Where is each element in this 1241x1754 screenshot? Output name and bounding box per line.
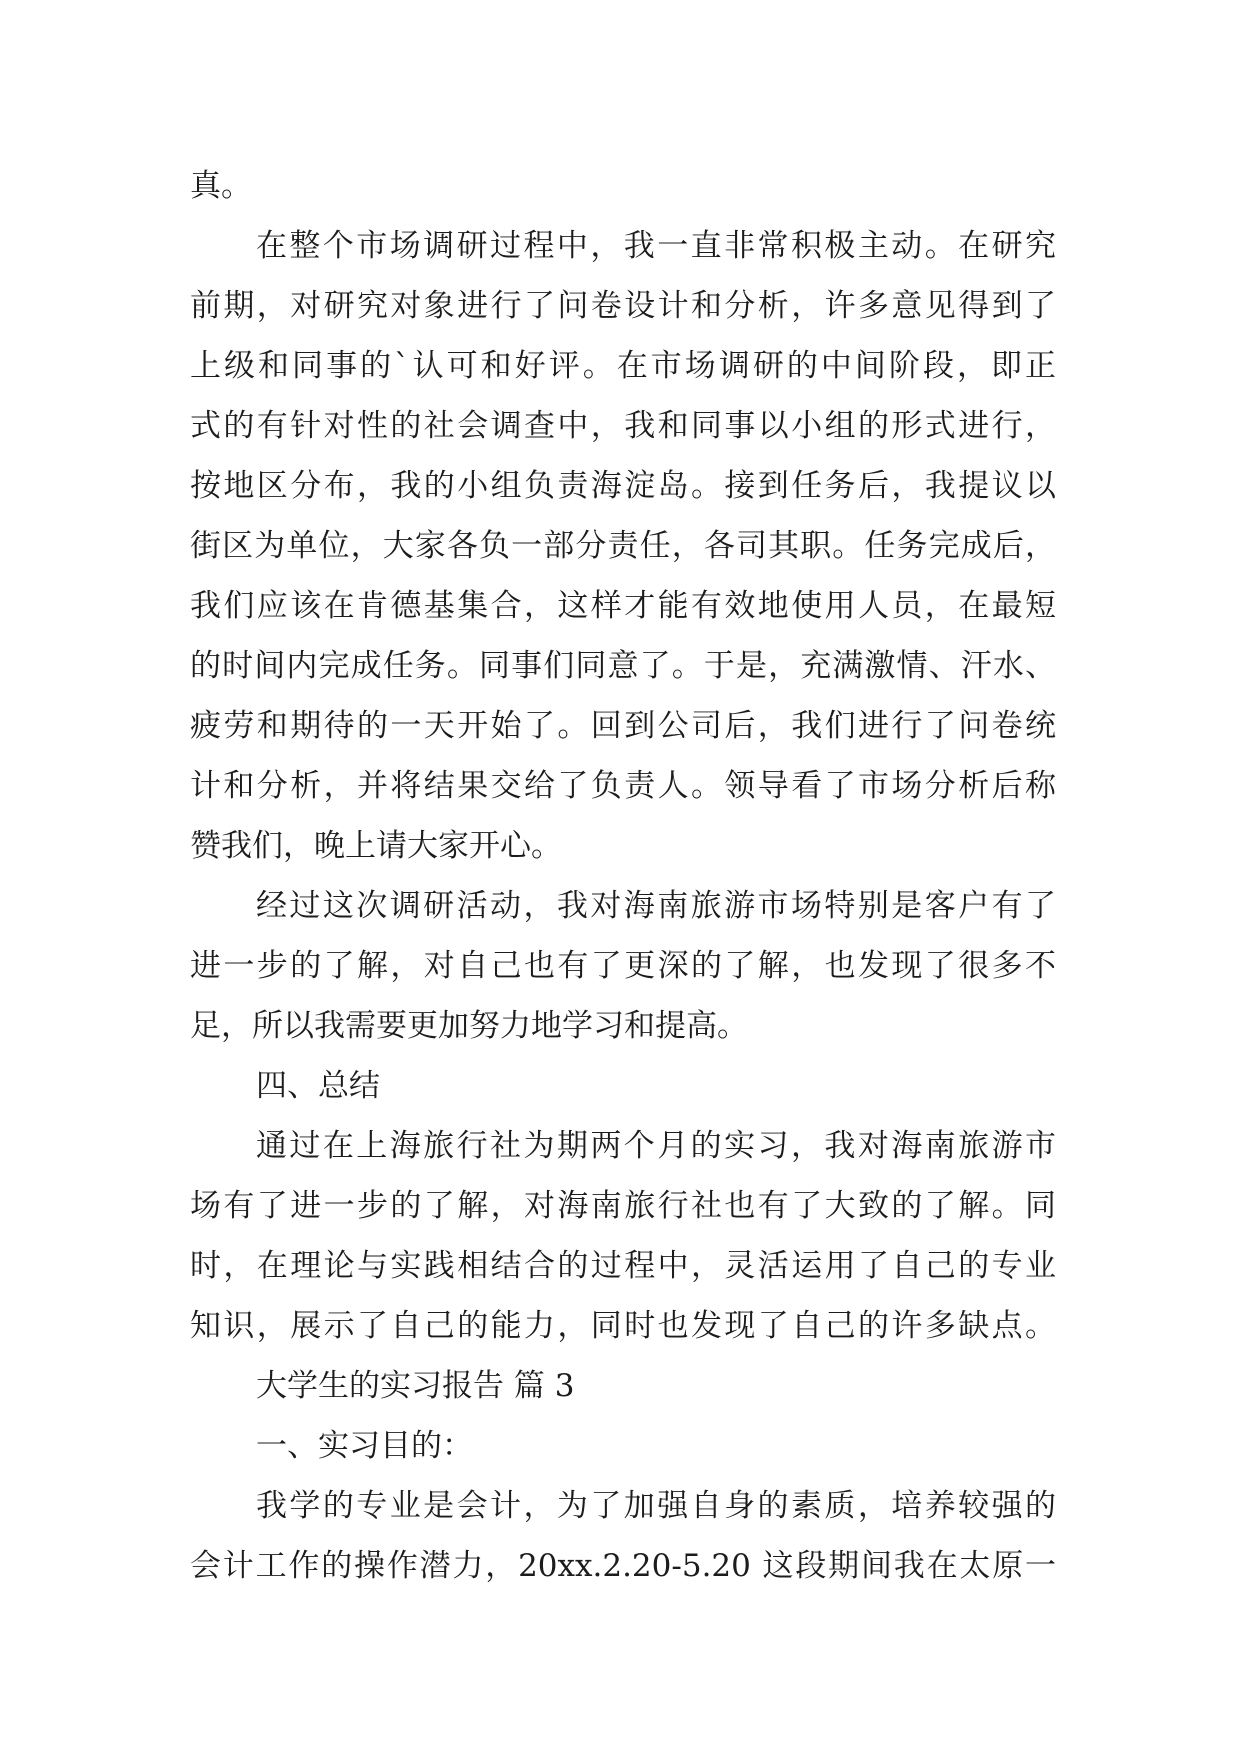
paragraph xyxy=(190,216,1056,876)
section-heading-text: 一、实习目的： xyxy=(256,1428,473,1464)
text-line: 场有了进一步的了解，对海南旅行社也有了大致的了解。同 xyxy=(190,1188,1056,1224)
text-line: 经过这次调研活动，我对海南旅游市场特别是客户有了 xyxy=(256,888,1056,924)
text-line: 疲劳和期待的一天开始了。回到公司后，我们进行了问卷统 xyxy=(190,708,1056,744)
text-line: 按地区分布，我的小组负责海淀岛。接到任务后，我提议以 xyxy=(190,468,1056,504)
text-line: 赞我们，晚上请大家开心。 xyxy=(190,828,562,864)
text-line: 前期，对研究对象进行了问卷设计和分析，许多意见得到了 xyxy=(190,288,1056,324)
paragraph xyxy=(190,1116,1056,1356)
text-line: 街区为单位，大家各负一部分责任，各司其职。任务完成后， xyxy=(190,528,1056,564)
text-line: 知识，展示了自己的能力，同时也发现了自己的许多缺点。 xyxy=(190,1308,1056,1344)
article-title-text: 大学生的实习报告 篇 3 xyxy=(256,1368,575,1404)
document-body xyxy=(190,156,1056,1596)
paragraph xyxy=(190,156,1056,216)
text-line: 真。 xyxy=(190,168,252,204)
section-heading xyxy=(190,1416,1056,1476)
text-line: 上级和同事的`认可和好评。在市场调研的中间阶段，即正 xyxy=(190,348,1056,384)
text-line: 时，在理论与实践相结合的过程中，灵活运用了自己的专业 xyxy=(190,1248,1056,1284)
paragraph xyxy=(190,876,1056,1056)
text-line: 足，所以我需要更加努力地学习和提高。 xyxy=(190,1008,748,1044)
section-heading xyxy=(190,1056,1056,1116)
text-line: 计和分析，并将结果交给了负责人。领导看了市场分析后称 xyxy=(190,768,1056,804)
text-line: 通过在上海旅行社为期两个月的实习，我对海南旅游市 xyxy=(256,1128,1056,1164)
text-line: 进一步的了解，对自己也有了更深的了解，也发现了很多不 xyxy=(190,948,1056,984)
text-line: 的时间内完成任务。同事们同意了。于是，充满激情、汗水、 xyxy=(190,648,1056,684)
text-line: 我们应该在肯德基集合，这样才能有效地使用人员，在最短 xyxy=(190,588,1056,624)
article-title xyxy=(190,1356,1056,1416)
text-line: 会计工作的操作潜力，20xx.2.20-5.20 这段期间我在太原一 xyxy=(190,1548,1056,1584)
text-line: 我学的专业是会计，为了加强自身的素质，培养较强的 xyxy=(256,1488,1056,1524)
section-heading-text: 四、总结 xyxy=(256,1068,380,1104)
paragraph xyxy=(190,1476,1056,1596)
text-line: 式的有针对性的社会调查中，我和同事以小组的形式进行， xyxy=(190,408,1056,444)
text-line: 在整个市场调研过程中，我一直非常积极主动。在研究 xyxy=(256,228,1056,264)
